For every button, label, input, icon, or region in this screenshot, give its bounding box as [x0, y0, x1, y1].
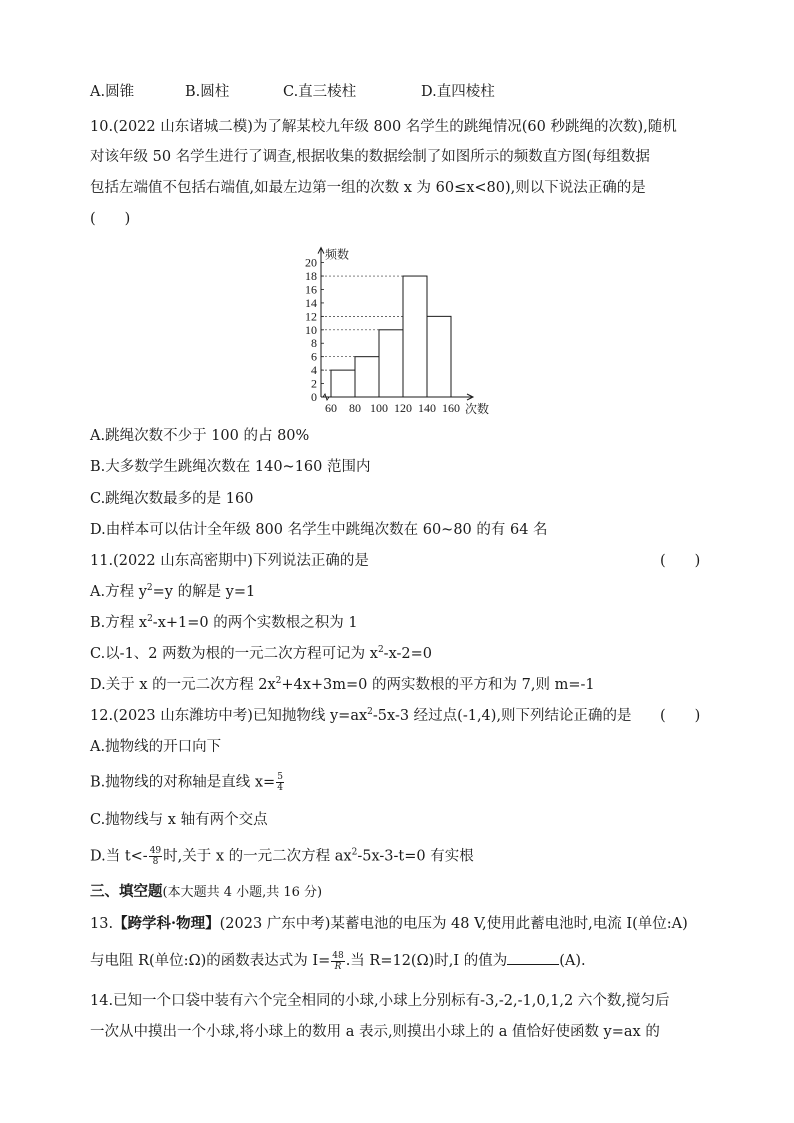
q10-option-d: D.由样本可以估计全年级 800 名学生中跳绳次数在 60~80 的有 64 名 [90, 522, 548, 538]
fraction-48-over-r: $\frac{48}{R}$ [332, 950, 344, 972]
q13-line-2: 与电阻 R(单位:Ω)的函数表达式为 I= $\frac{48}{R}$ .当 R=12(Ω)时,I 的值为 (A). [90, 950, 586, 972]
q10-option-c: C.跳绳次数最多的是 160 [90, 491, 254, 507]
q10-option-b: B.大多数学生跳绳次数在 140~160 范围内 [90, 459, 371, 475]
q12-option-a: A.抛物线的开口向下 [90, 739, 222, 755]
q12-option-c: C.抛物线与 x 轴有两个交点 [90, 812, 268, 828]
q11-option-b: B.方程 $x^2-x+1=0$ 的两个实数根之积为 1 [90, 614, 358, 631]
q12-stem: 12.(2023 山东潍坊中考)已知抛物线 $y=ax^2-5x-3$ 经过点(-1,4),则下列结论正确的是 [90, 707, 632, 724]
q11-answer-paren: ( ) [660, 553, 701, 569]
q12-option-b: B.抛物线的对称轴是直线 x= $\frac{5}{4}$ [90, 772, 283, 793]
x-tick-label: 60 [325, 401, 337, 415]
x-tick-label: 100 [370, 401, 388, 415]
y-tick-label: 8 [311, 336, 317, 351]
fraction-5-over-4: $\frac{5}{4}$ [277, 772, 283, 793]
histogram-bar [403, 276, 427, 397]
y-tick-label: 0 [311, 390, 317, 404]
q10-stem-line-3: 包括左端值不包括右端值,如最左边第一组的次数 x 为 60≤x<80),则以下说法正确的是 [90, 180, 646, 196]
q12-option-d: D.当 t<- $\frac{49}{8}$ 时,关于 x 的一元二次方程 $ax^2-5x-3-t=0$ 有实根 [90, 846, 474, 867]
y-tick-label: 18 [305, 269, 317, 284]
histogram-bar [355, 357, 379, 397]
q14-line-2: 一次从中摸出一个小球,将小球上的数用 a 表示,则摸出小球上的 a 值恰好使函数 y=ax 的 [90, 1024, 660, 1040]
q9-option-c: C.直三棱柱 [283, 84, 357, 100]
y-tick-label: 6 [311, 349, 317, 364]
x-tick-label: 80 [349, 401, 361, 415]
y-tick-label: 10 [305, 322, 317, 337]
q9-option-b: B.圆柱 [185, 84, 230, 100]
y-tick-label: 12 [305, 309, 317, 324]
q9-option-d: D.直四棱柱 [421, 84, 495, 100]
y-tick-label: 4 [311, 363, 317, 378]
q14-line-1: 14.已知一个口袋中装有六个完全相同的小球,小球上分别标有-3,-2,-1,0,1,2 六个数,搅匀后 [90, 993, 670, 1009]
histogram-bar [331, 370, 355, 397]
histogram-bar [379, 330, 403, 397]
q11-option-c: C.以-1、2 两数为根的一元二次方程可记为 $x^2-x-2=0$ [90, 645, 432, 662]
q10-answer-paren: ( ) [90, 211, 131, 227]
q10-option-a: A.跳绳次数不少于 100 的占 80% [90, 428, 310, 444]
q9-option-a: A.圆锥 [90, 84, 135, 100]
x-tick-label: 120 [394, 401, 412, 415]
q9-options [90, 82, 495, 102]
frequency-histogram [285, 232, 525, 422]
q10-stem-line-1: 10.(2022 山东诸城二模)为了解某校九年级 800 名学生的跳绳情况(60 秒跳绳的次数),随机 [90, 119, 677, 135]
x-axis-label: 次数 [465, 402, 490, 416]
y-tick-label: 20 [305, 255, 317, 270]
q13-line-1: 13.【跨学科·物理】(2023 广东中考)某蓄电池的电压为 48 V,使用此蓄电池时,电流 I(单位:A) [90, 915, 688, 932]
fraction-49-over-8: $\frac{49}{8}$ [149, 846, 162, 867]
y-tick-label: 16 [305, 282, 317, 297]
q11-option-a: A.方程 $y^2=y$ 的解是 y=1 [90, 583, 256, 600]
q11-option-d: D.关于 x 的一元二次方程 $2x^2+4x+3m=0$ 的两实数根的平方和为 7,则 m=-1 [90, 676, 595, 693]
q11-stem: 11.(2022 山东高密期中)下列说法正确的是 [90, 553, 369, 569]
y-axis-label: 频数 [325, 247, 350, 262]
q10-stem-line-2: 对该年级 50 名学生进行了调查,根据收集的数据绘制了如图所示的频数直方图(每组数据 [90, 149, 650, 165]
y-tick-label: 2 [311, 376, 317, 391]
q12-answer-paren: ( ) [660, 708, 701, 724]
y-tick-label: 14 [305, 295, 317, 310]
interdisciplinary-tag: 【跨学科·物理】 [113, 915, 220, 932]
section-3-heading: 三、填空题(本大题共 4 小题,共 16 分) [90, 883, 323, 900]
x-tick-label: 160 [442, 401, 460, 415]
answer-blank[interactable] [507, 950, 559, 965]
x-tick-label: 140 [418, 401, 436, 415]
histogram-bar [427, 316, 451, 397]
